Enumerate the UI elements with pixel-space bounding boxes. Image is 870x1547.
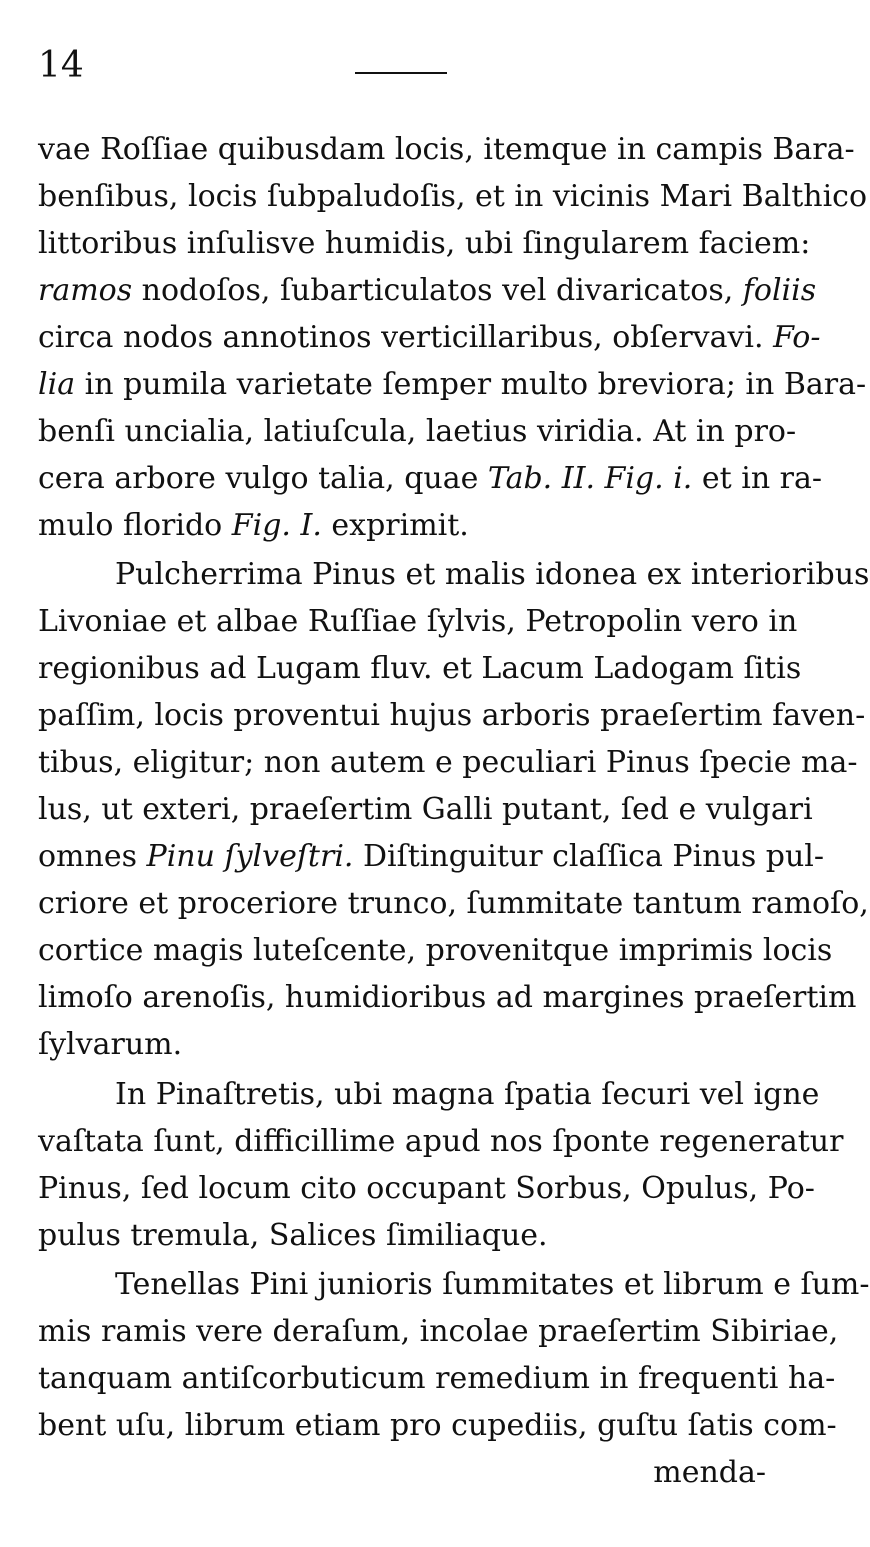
text-span: littoribus inſulisve humidis, ubi ſingularem faciem: [38,226,811,261]
text-line [38,1356,836,1402]
text-span: et in ra- [692,461,823,496]
italic-text: Fig. I. [231,508,322,543]
text-span: benſibus, locis ſubpaludoſis, et in vicinis Mari Balthico [38,179,868,214]
text-span: In Pinaſtretis, ubi magna ſpatia ſecuri vel igne [115,1077,820,1112]
text-line [38,456,823,502]
italic-text: Fo- [773,320,821,355]
text-line [38,881,869,927]
text-line [38,1022,766,1068]
text-span: paſſim, locis proventui hujus arboris praeſertim faven- [38,698,866,733]
text-span: Diſtinguitur claſſica Pinus pul- [353,839,825,874]
text-span: circa nodos annotinos verticillaribus, obſervavi. [38,320,774,355]
text-span: tanquam antiſcorbuticum remedium in frequenti ha- [38,1361,836,1396]
text-line [38,1309,839,1355]
text-span: cortice magis luteſcente, provenitque imprimis locis [38,933,833,968]
text-line [38,1213,766,1259]
page-number: 14 [38,45,84,86]
text-line [38,1450,766,1496]
text-span: mulo florido [38,508,232,543]
text-line [115,1072,820,1118]
text-span: tibus, eligitur; non autem e peculiari Pinus ſpecie ma- [38,745,858,780]
text-line [115,1262,870,1308]
text-line [38,221,811,267]
text-line [38,693,866,739]
text-span: Livoniae et albae Ruſſiae ſylvis, Petropolin vero in [38,604,798,639]
italic-text: foliis [742,273,817,308]
text-line [38,1119,844,1165]
text-span: pulus tremula, Salices ſimiliaque. [38,1218,548,1253]
text-span: vaſtata ſunt, difficillime apud nos ſponte regeneratur [38,1124,844,1159]
text-span: menda- [653,1455,766,1490]
italic-text: Tab. II. Fig. i. [487,461,693,496]
text-span: Pulcherrima Pinus et malis idonea ex interioribus [115,557,870,592]
text-line [38,740,858,786]
text-line [38,1403,837,1449]
text-line [38,268,817,314]
text-span: limoſo arenoſis, humidioribus ad margines praeſertim [38,980,857,1015]
text-span: ſylvarum. [38,1027,183,1062]
text-span: exprimit. [321,508,469,543]
text-span: benſi uncialia, latiuſcula, laetius viridia. At in pro- [38,414,797,449]
text-span: Pinus, ſed locum cito occupant Sorbus, Opulus, Po- [38,1171,815,1206]
text-span: criore et proceriore trunco, ſummitate tantum ramoſo, [38,886,869,921]
text-span: in pumila varietate ſemper multo breviora; in Bara- [75,367,867,402]
text-line [115,552,870,598]
text-line [38,503,766,549]
text-line [38,315,821,361]
text-span: omnes [38,839,147,874]
text-line [38,599,798,645]
italic-text: Pinu ſylveſtri. [146,839,354,874]
text-line [38,975,857,1021]
italic-text: ramos [38,273,133,308]
italic-text: lia [38,367,76,402]
text-span: cera arbore vulgo talia, quae [38,461,488,496]
header-rule [355,72,447,74]
text-span: vae Roſſiae quibusdam locis, itemque in campis Bara- [38,132,855,167]
text-span: Tenellas Pini junioris ſummitates et librum e ſum- [115,1267,870,1302]
text-line [38,928,833,974]
text-line [38,362,867,408]
text-line [38,409,797,455]
text-line [38,127,855,173]
text-span: regionibus ad Lugam fluv. et Lacum Ladogam ſitis [38,651,802,686]
text-span: mis ramis vere deraſum, incolae praeſertim Sibiriae, [38,1314,839,1349]
text-span: bent uſu, librum etiam pro cupediis, guſtu ſatis com- [38,1408,837,1443]
text-line [38,646,802,692]
text-line [38,174,868,220]
text-line [38,1166,815,1212]
text-line [38,787,813,833]
text-line [38,834,825,880]
text-span: lus, ut exteri, praeſertim Galli putant, ſed e vulgari [38,792,813,827]
text-span: nodoſos, ſubarticulatos vel divaricatos, [132,273,743,308]
